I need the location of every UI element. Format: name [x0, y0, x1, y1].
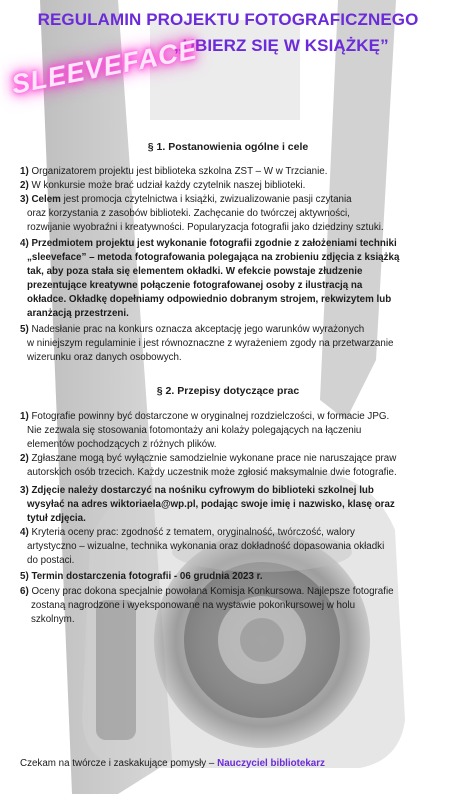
closing-text: Czekam na twórcze i zaskakujące pomysły – [20, 758, 215, 769]
section-2-item-4: 4) Kryteria oceny prac: zgodność z tematem, oryginalność, twórczość, walory artystyczno – wizualne, technika wykonania oraz dokładność dopasowania okładki do postaci. [20, 527, 385, 566]
section-1-item-3: 3) Celem jest promocja czytelnictwa i książki, zwizualizowanie pasji czytania oraz korzystania z zasobów biblioteki. Zachęcanie do twórczej aktywności, rozwijanie wyobraźni i kreatywności. Popularyzacja fotografii jako dziedziny sztuki. [20, 194, 384, 233]
document-title-line-1: REGULAMIN PROJEKTU FOTOGRAFICZNEGO [37, 10, 419, 29]
sleeveface-neon-label: SLEEVEFACE [9, 34, 200, 100]
section-2-item-2: 2) Zgłaszane mogą być wyłącznie samodzielnie wykonane prace nie naruszające praw autorskich osób trzecich. Każdy uczestnik może zgłosić maksymalnie dwie fotografie. [20, 453, 397, 478]
closing-note [20, 758, 325, 769]
section-1-item-5: 5) Nadesłanie prac na konkurs oznacza akceptację jego warunków wyrażonych w niniejszym regulaminie i jest równoznaczne z wyrażeniem zgody na przetwarzanie wizerunku oraz danych osobowych. [20, 324, 394, 363]
section-1-item-4: 4) Przedmiotem projektu jest wykonanie fotografii zgodnie z założeniami techniki „sleeveface” – metoda fotografowania polegająca na zrobieniu zdjęcia z książką tak, aby poza stała się elementem okładki. W efekcie powstaje złudzenie prezentujące kreatywne połączenie fotografowanej osoby z ilustracją na okładce. Okładkę dopełniamy odpowiednio dobranym strojem, rekwizytem lub aranżacją przestrzeni. [20, 238, 400, 319]
section-2-item-3: 3) Zdjęcie należy dostarczyć na nośniku cyfrowym do biblioteki szkolnej lub wysyłać na adres wiktoriaela@wp.pl, podając swoje imię i nazwisko, klasę oraz tytuł zdjęcia. [20, 485, 395, 524]
signature: Nauczyciel bibliotekarz [217, 758, 325, 769]
section-2-heading: § 2. Przepisy dotyczące prac [156, 385, 300, 397]
section-1-item-1: 1) Organizatorem projektu jest biblioteka szkolna ZST – W w Trzcianie. [20, 166, 328, 177]
section-2-item-5: 5) Termin dostarczenia fotografii - 06 grudnia 2023 r. [20, 571, 263, 582]
section-2-item-1: 1) Fotografie powinny być dostarczone w oryginalnej rozdzielczości, w formacie JPG. Nie zezwala się stosowania fotomontaży ani kolaży polegających na łączeniu elementów pochodzących z różnych plików. [20, 411, 390, 450]
section-2-item-6: 6) Oceny prac dokona specjalnie powołana Komisja Konkursowa. Najlepsze fotografie zostaną nagrodzone i wyeksponowane na wystawie pokonkursowej w holu szkolnym. [20, 586, 394, 625]
document-title-line-2: „UBIERZ SIĘ W KSIĄŻKĘ” [174, 36, 389, 55]
section-1-heading: § 1. Postanowienia ogólne i cele [147, 141, 309, 153]
section-1-item-2: 2) W konkursie może brać udział każdy czytelnik naszej biblioteki. [20, 180, 306, 191]
